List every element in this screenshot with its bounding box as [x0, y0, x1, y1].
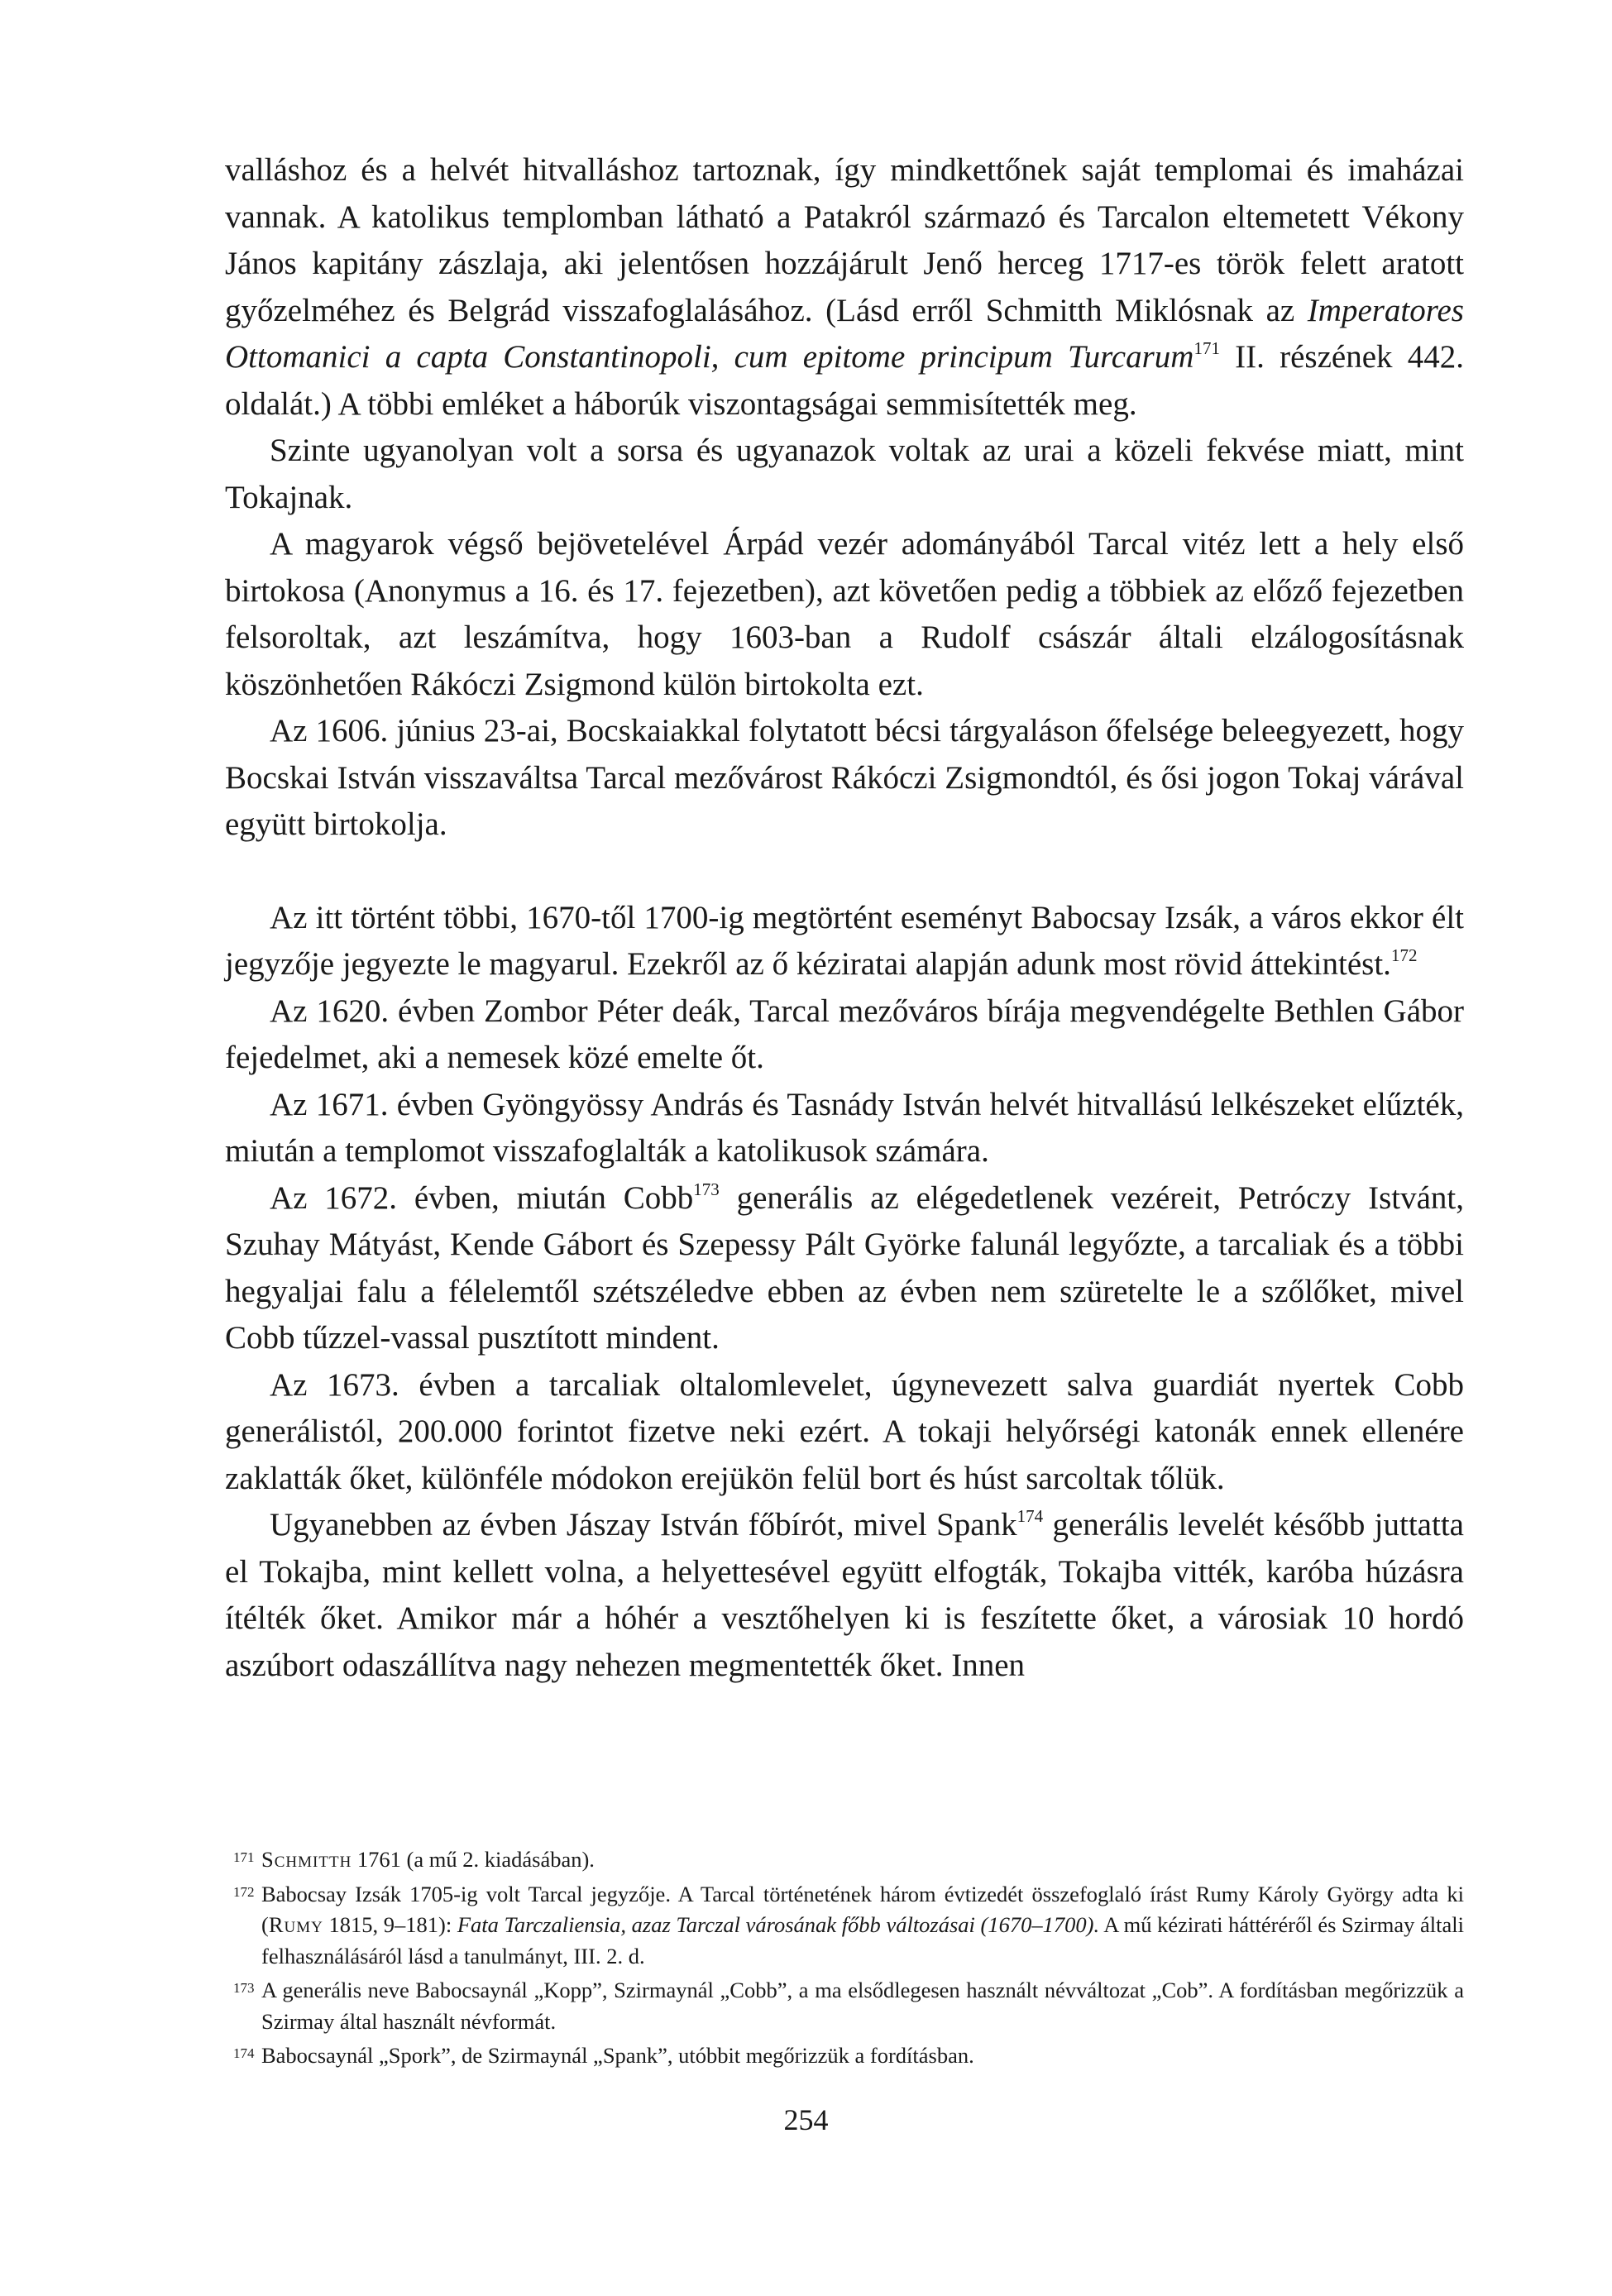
footnote-number: 174 [233, 2045, 255, 2061]
footnote-number: 171 [233, 1849, 255, 1865]
paragraph-10 [225, 1502, 1464, 1689]
footnote-171 [225, 1844, 1464, 1876]
footnote-ref-173[interactable]: 173 [693, 1179, 720, 1199]
main-text [225, 147, 1464, 1689]
footnote-author: Rumy [268, 1912, 323, 1937]
footnote-text-a: Babocsay Izsák 1705-ig volt Tarcal jegyzője. A Tarcal történetének három évtizedét összefoglaló írást Rumy Károly György adta ki ( [261, 1881, 1464, 1937]
footnote-number: 173 [233, 1980, 255, 1996]
footnote-text: Babocsaynál „Spork”, de Szirmaynál „Spank”, utóbbit megőrizzük a fordításban. [261, 2043, 974, 2068]
paragraph-2: Szinte ugyanolyan volt a sorsa és ugyanazok voltak az urai a közeli fekvése miatt, mint Tokajnak. [225, 433, 1464, 515]
paragraph-7: Az 1671. évben Gyöngyössy András és Tasnády István helvét hitvallású lelkészeket elűzték, miután a templomot visszafoglalták a katolikusok számára. [225, 1086, 1464, 1169]
footnote-text: 1761 (a mű 2. kiadásában). [352, 1847, 595, 1872]
footnote-title: Fata Tarczaliensia, azaz Tarczal városának főbb változásai (1670–1700). [457, 1912, 1100, 1937]
paragraph-8-text-a: Az 1672. évben, miután Cobb [270, 1179, 694, 1216]
paragraph-8-text-b: generális az elégedetlenek vezéreit, Petróczy Istvánt, Szuhay Mátyást, Kende Gábort és Szepessy Pált Györke falunál legyőzte, a tarcaliak és a többi hegyaljai falu a félelemtől szétszéledve ebben az évben nem szüretelte le a szőlőket, mivel Cobb tűzzel-vassal pusztított mindent. [225, 1179, 1464, 1356]
paragraph-1-text-a: valláshoz és a helvét hitvalláshoz tartoznak, így mindkettőnek saját templomai és imaházai vannak. A katolikus templomban látható a Patakról származó és Tarcalon eltemetett Vékony János kapitány zászlaja, aki jelentősen hozzájárult Jenő herceg 1717-es török felett aratott győzelméhez és Belgrád visszafoglalásához. (Lásd erről Schmitth Miklósnak az [225, 152, 1464, 328]
paragraph-3: A magyarok végső bejövetelével Árpád vezér adományából Tarcal vitéz lett a hely első birtokosa (Anonymus a 16. és 17. fejezetben), azt követően pedig a többiek az előző fejezetben felsoroltak, azt leszámítva, hogy 1603-ban a Rudolf császár általi elzálogosításnak köszönhetően Rákóczi Zsigmond külön birtokolta ezt. [225, 526, 1464, 702]
footnote-ref-172[interactable]: 172 [1390, 945, 1418, 965]
paragraph-6: Az 1620. évben Zombor Péter deák, Tarcal mezőváros bírája megvendégelte Bethlen Gábor fejedelmet, aki a nemesek közé emelte őt. [225, 993, 1464, 1075]
paragraph-5 [225, 895, 1464, 988]
footnote-172 [225, 1879, 1464, 1973]
paragraph-5-text: Az itt történt többi, 1670-től 1700-ig megtörtént eseményt Babocsay Izsák, a város ekkor élt jegyzője jegyezte le magyarul. Ezekről az ő kéziratai alapján adunk most rövid áttekintést. [225, 899, 1464, 982]
footnote-text: A generális neve Babocsaynál „Kopp”, Szirmaynál „Cobb”, a ma elsődlegesen használt névváltozat „Cob”. A fordításban megőrizzük a Szirmay által használt névformát. [261, 1978, 1464, 2034]
page-number: 254 [783, 2103, 829, 2136]
paragraph-10-text-b: generális levelét később juttatta el Tokajba, mint kellett volna, a helyettesével együtt elfogták, Tokajba vitték, karóba húzásra ítélték őket. Amikor már a hóhér a vesztőhelyen ki is feszítette őket, a városiak 10 hordó aszúbort odaszállítva nagy nehezen megmentették őket. Innen [225, 1507, 1464, 1683]
paragraph-9: Az 1673. évben a tarcaliak oltalomlevelet, úgynevezett salva guardiát nyertek Cobb generálistól, 200.000 forintot fizetve neki ezért. A tokaji helyőrségi katonák ennek ellenére zaklatták őket, különféle módokon erejükön felül bort és húst sarcoltak tőlük. [225, 1366, 1464, 1496]
paragraph-8 [225, 1175, 1464, 1362]
footnote-number: 172 [233, 1883, 255, 1900]
footnote-author: Schmitth [261, 1847, 352, 1872]
footnote-174 [225, 2040, 1464, 2072]
footnote-text-b: 1815, 9–181): [323, 1912, 457, 1937]
footnote-ref-171[interactable]: 171 [1193, 338, 1220, 358]
book-title: Imperatores Ottomanici a capta Constantinopoli, cum epitome principum Turcarum [225, 292, 1464, 375]
footnote-173 [225, 1975, 1464, 2037]
paragraph-10-text-a: Ugyanebben az évben Jászay István főbírót, mivel Spank [270, 1507, 1017, 1543]
paragraph-1 [225, 147, 1464, 428]
footnote-ref-174[interactable]: 174 [1016, 1506, 1044, 1526]
footnotes [225, 1844, 1464, 2075]
paragraph-1-text-b: II. részének 442. oldalát.) A többi emléket a háborúk viszontagságai semmisítették meg. [225, 339, 1464, 422]
paragraph-4: Az 1606. június 23-ai, Bocskaiakkal folytatott bécsi tárgyaláson őfelsége beleegyezett, hogy Bocskai István visszaváltsa Tarcal mezővárost Rákóczi Zsigmondtól, és ősi jogon Tokaj várával együtt birtokolja. [225, 713, 1464, 842]
footnote-text-c: A mű kézirati háttéréről és Szirmay általi felhasználásáról lásd a tanulmányt, III. 2. d. [261, 1912, 1464, 1968]
